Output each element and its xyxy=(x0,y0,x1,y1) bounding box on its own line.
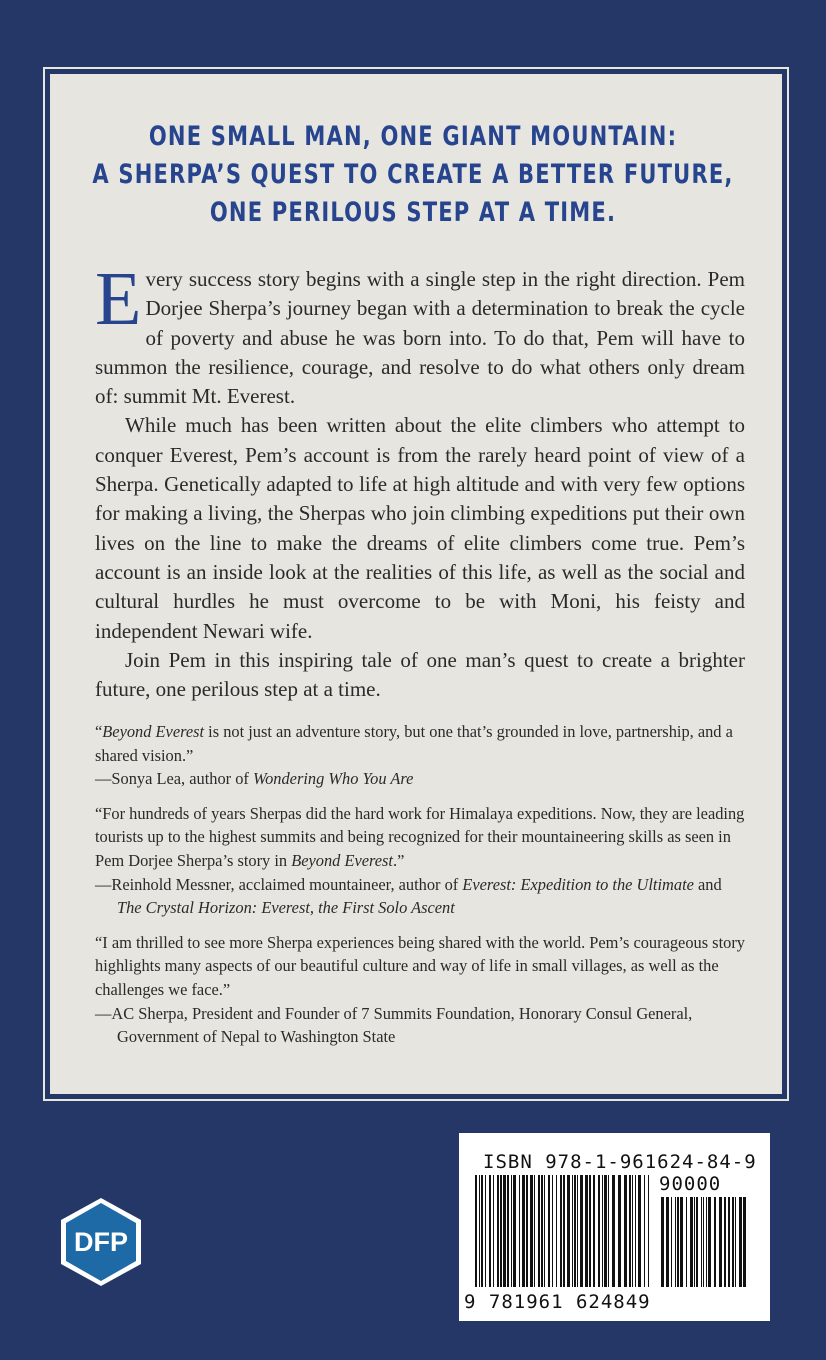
endorsement-attribution: —Reinhold Messner, acclaimed mountaineer, author of Everest: Expedition to the Ultimate and The Crystal Horizon: Everest, the First Solo Ascent xyxy=(95,874,722,918)
endorsement-text: “Beyond Everest is not just an adventure story, but one that’s grounded in love, partnership, and a shared vision.” xyxy=(95,722,733,765)
addon-barcode-bars xyxy=(659,1197,749,1293)
headline xyxy=(91,118,735,232)
blurb xyxy=(95,257,745,704)
endorsement-text: “I am thrilled to see more Sherpa experiences being shared with the world. Pem’s courageous story highlights many aspects of our beautiful culture and way of life in small villages, as well as the challenges we face.” xyxy=(95,932,745,999)
barcode-digits: 9 781961 624849 xyxy=(464,1291,651,1313)
isbn-barcode xyxy=(459,1133,770,1321)
barcode-bars xyxy=(473,1175,653,1293)
headline-line-2: A SHERPA’S QUEST TO CREATE A BETTER FUTURE, xyxy=(92,159,734,190)
isbn-number: ISBN 978-1-961624-84-9 xyxy=(483,1151,757,1173)
endorsement-attribution: —AC Sherpa, President and Founder of 7 Summits Foundation, Honorary Consul General, Government of Nepal to Washington State xyxy=(95,1003,693,1047)
endorsement-attribution: —Sonya Lea, author of Wondering Who You Are xyxy=(95,769,414,789)
publisher-logo-icon xyxy=(55,1196,147,1288)
blurb-paragraph-1: Every success story begins with a single step in the right direction. Pem Dorjee Sherpa’s journey began with a determination to break the cycle of poverty and abuse he was born into. To do that, Pem will have to summon the resilience, courage, and resolve to do what others only dream of: summit Mt. Everest. xyxy=(95,257,745,409)
endorsement-3 xyxy=(95,931,747,1049)
blurb-paragraph-3: Join Pem in this inspiring tale of one man’s quest to create a brighter future, one perilous step at a time. xyxy=(95,647,745,702)
headline-line-3: ONE PERILOUS STEP AT A TIME. xyxy=(209,197,617,228)
endorsement-1 xyxy=(95,720,747,791)
price-code: 90000 xyxy=(659,1173,722,1195)
endorsements xyxy=(95,720,747,1060)
blurb-paragraph-2: While much has been written about the elite climbers who attempt to conquer Everest, Pem’s account is from the rarely heard point of view of a Sherpa. Genetically adapted to life at high altitude and with very few options for making a living, the Sherpas who join climbing expeditions put their own lives on the line to make the dreams of elite climbers come true. Pem’s account is an inside look at the realities of this life, as well as the social and cultural hurdles he must overcome to be with Moni, his feisty and independent Newari wife. xyxy=(95,413,745,643)
headline-line-1: ONE SMALL MAN, ONE GIANT MOUNTAIN: xyxy=(148,121,678,152)
endorsement-text: “For hundreds of years Sherpas did the hard work for Himalaya expeditions. Now, they are leading tourists up to the highest summits and being recognized for their mountaineering skills as seen in Pem Dorjee Sherpa’s story in Beyond Everest.” xyxy=(95,803,745,870)
logo-text: DFP xyxy=(74,1227,128,1257)
drop-cap: E xyxy=(95,257,142,341)
endorsement-2 xyxy=(95,802,747,920)
